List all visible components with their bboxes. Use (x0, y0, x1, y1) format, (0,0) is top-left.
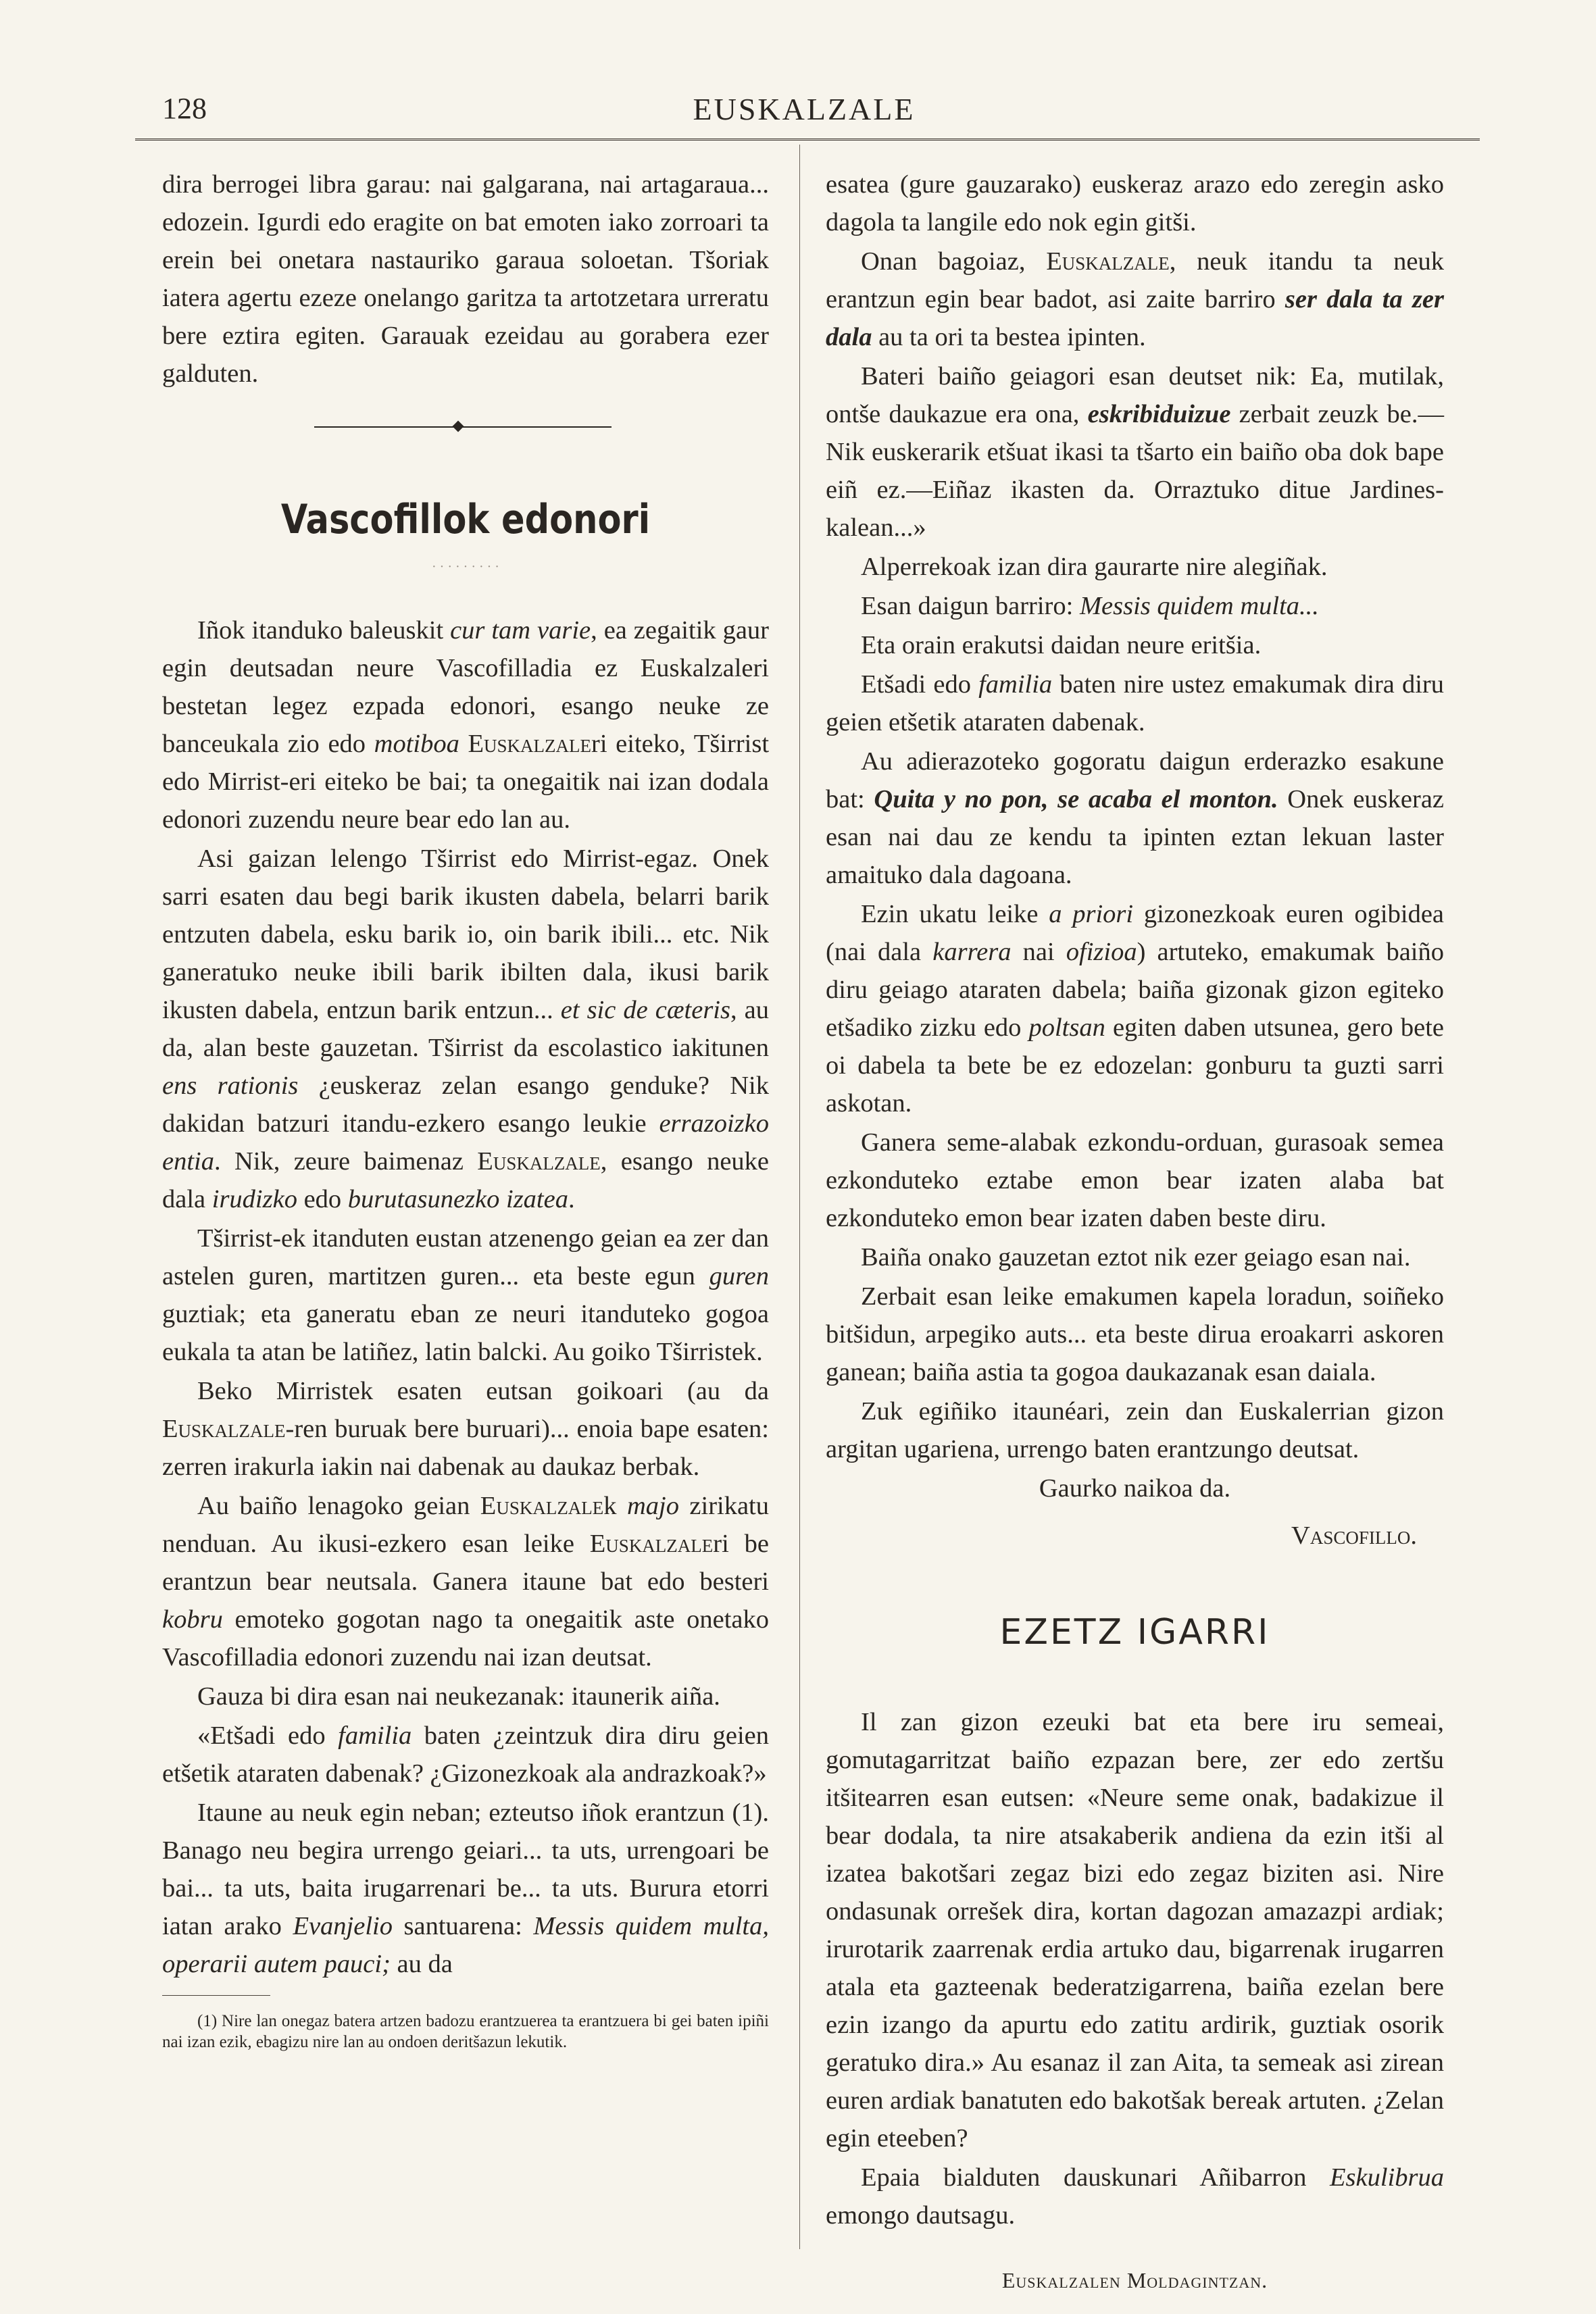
italic-phrase: irudizko (211, 1185, 297, 1213)
italic-phrase: burutasunezko izatea (347, 1185, 568, 1213)
footnote: (1) Nire lan onegaz batera artzen badozu erantzuerea ta erantzuera bi gei baten ipiñi nai izan ezik, ebagizu nire lan au ondoen deritšazun lekutik. (162, 2012, 769, 2051)
bold-italic-phrase: eskribiduizue (1087, 400, 1231, 428)
italic-phrase: errazoizko entia (162, 1109, 769, 1176)
page-number: 128 (162, 92, 207, 125)
title-underline-dots: · · · · · · · · · (432, 559, 499, 574)
small-caps-name: Euskalzale (480, 1492, 604, 1520)
paragraph: Etšadi edo familia baten nire ustez emakumak dira diru geien etšetik ataraten dabenak. (826, 670, 1444, 736)
column-divider (799, 145, 800, 2249)
riddle-title: EZETZ IGARRI (999, 1612, 1270, 1653)
italic-phrase: Messis quidem multa, operarii autem pauci; (162, 1912, 769, 1978)
closing-line: Gaurko naikoa da. (1039, 1474, 1231, 1503)
journal-title: EUSKALZALE (693, 92, 916, 126)
paragraph: Au adierazoteko gogoratu daigun erderazko esakune bat: Quita y no pon, se acaba el monton. Onek euskeraz esan nai dau ze kendu ta ipinten eztan lekuan laster amaituko dala dagoana. (826, 747, 1444, 889)
author-signature: Vascofillo. (1291, 1521, 1417, 1550)
paragraph: Ganera seme-alabak ezkondu-orduan, gurasoak semea ezkonduteko eztabe emon bear izaten alaba bat ezkonduteko emon bear izaten daben beste diru. (826, 1128, 1444, 1232)
paragraph: Alperrekoak izan dira gaurarte nire alegiñak. (861, 553, 1328, 581)
paragraph: Bateri baiño geiagori esan deutset nik: Ea, mutilak, ontše daukazue era ona, eskribiduizue zerbait zeuzk be.—Nik euskerarik etšuat ikasi ta tšarto ein baiño oba dok bape eiñ ez.—Eiñaz ikasten da. Orraztuko ditue Jardines-kalean...» (826, 362, 1444, 542)
italic-phrase: ofizioa (1066, 938, 1137, 966)
paragraph: Asi gaizan lelengo Tširrist edo Mirrist-egaz. Onek sarri esaten dau begi barik ikusten dabela, belarri barik entzuten dabela, esku barik io, oin barik ibili... etc. Nik ganeratuko neuke ibili barik ibilten dala, ikusi barik ikusten dabela, entzun barik entzun... et sic de cæteris, au da, alan beste gauzetan. Tširrist da escolastico iakitunen ens rationis ¿euskeraz zelan esango genduke? Nik dakidan batzuri itandu-ezkero esango leukie errazoizko entia. Nik, zeure baimenaz Euskalzale, esango neuke dala irudizko edo burutasunezko izatea. (162, 845, 769, 1213)
section-ornament (162, 393, 769, 480)
italic-phrase: poltsan (1028, 1013, 1105, 1042)
paragraph: Esan daigun barriro: Messis quidem multa... (861, 592, 1319, 620)
intro-paragraph: dira berrogei libra garau: nai galgarana, nai artagaraua... edozein. Igurdi edo eragite on bat emoten iako zorroari ta erein bei onetara nastauriko garaua soloetan. Tšoriak iatera agertu ezeze onelango garitza ta artotzetara urreratu bere eztira egiten. Garauak ezeidau au gorabera ezer galduten. (162, 170, 769, 388)
italic-phrase: majo (626, 1492, 679, 1520)
italic-phrase: guren (709, 1262, 769, 1290)
paragraph: esatea (gure gauzarako) euskeraz arazo edo zeregin asko dagola ta langile edo nok egin gitši. (826, 170, 1444, 236)
paragraph: Iñok itanduko baleuskit cur tam varie, ea zegaitik gaur egin deutsadan neure Vascofilladia ez Euskalzaleri bestetan legez ezpada edonori, esango neuke ze banceukala zio edo motiboa Euskalzaleri eiteko, Tširrist edo Mirrist-eri eiteko be bai; ta onegaitik nai izan dodala edonori zuzendu neure bear edo lan au. (162, 616, 770, 834)
italic-phrase: Messis quidem multa... (1079, 592, 1319, 620)
bold-italic-phrase: ser dala ta zer dala (826, 285, 1445, 351)
italic-phrase: karrera (932, 938, 1012, 966)
bold-italic-phrase: Quita y no pon, se acaba el monton. (874, 785, 1278, 813)
paragraph: Beko Mirristek esaten eutsan goikoari (au da Euskalzale-ren buruak bere buruari)... enoia bape esaten: zerren irakurla iakin nai dabenak au daukaz berbak. (162, 1377, 769, 1481)
publisher-signature: Euskalzalen Moldagintzan. (1001, 2268, 1268, 2292)
header-rule (135, 139, 1480, 141)
italic-phrase: Eskulibrua (1330, 2163, 1444, 2192)
italic-phrase: cur tam varie (450, 616, 591, 645)
small-caps-name: Euskalzale (589, 1530, 714, 1558)
footnote-rule (162, 1995, 270, 1996)
italic-phrase: a priori (1049, 900, 1134, 928)
right-column (826, 166, 1444, 2299)
paragraph: Tširrist-ek itanduten eustan atzenengo geian ea zer dan astelen guren, martitzen guren... eta beste egun guren guztiak; eta ganeratu eban ze neuri itanduteko gogoa eukala ta atan be latiñez, latin balcki. Au goiko Tširristek. (162, 1224, 769, 1366)
paragraph: Zuk egiñiko itaunéari, zein dan Euskalerrian gizon argitan ugariena, urrengo baten erantzungo deutsat. (826, 1397, 1444, 1463)
paragraph: Gauza bi dira esan nai neukezanak: itaunerik aiña. (197, 1682, 720, 1711)
italic-phrase: familia (338, 1721, 412, 1750)
paragraph: Baiña onako gauzetan eztot nik ezer geiago esan nai. (861, 1243, 1411, 1272)
running-head (135, 91, 1473, 132)
small-caps-name: Euskalzale (468, 730, 592, 758)
paragraph: Zerbait esan leike emakumen kapela loradun, soiñeko bitšidun, arpegiko auts... eta beste dirua eroakarri askoren ganean; baiña astia ta gogoa daukazanak esan daiala. (826, 1282, 1444, 1386)
paragraph: Ezin ukatu leike a priori gizonezkoak euren ogibidea (nai dala karrera nai ofizioa) artuteko, emakumak baiño diru geiago ataraten dabela; baiña gizonak gizon egiteko etšadiko zizku edo poltsan egiten daben utsunea, gero bete oi dabela ta bete be ez edozelan: gonburu ta guzti sarri askotan. (826, 900, 1444, 1117)
small-caps-name: Euskalzale (477, 1147, 601, 1176)
article-title: Vascofillok edonori (280, 496, 651, 543)
italic-phrase: et sic de cæteris (560, 996, 730, 1024)
paragraph: «Etšadi edo familia baten ¿zeintzuk dira diru geien etšetik ataraten dabenak? ¿Gizonezkoak ala andrazkoak?» (162, 1721, 769, 1788)
paragraph: Epaia bialduten dauskunari Añibarron Eskulibrua emongo dautsagu. (826, 2163, 1444, 2230)
paragraph: Itaune au neuk egin neban; ezteutso iñok erantzun (1). Banago neu begira urrengo geiari... ta uts, urrengoari be bai... ta uts, baita irugarrenari be... ta uts. Burura etorri iatan arako Evanjelio santuarena: Messis quidem multa, operarii autem pauci; au da (162, 1799, 769, 1978)
italic-phrase: motiboa (374, 730, 459, 758)
left-column (162, 166, 769, 2053)
italic-phrase: ens rationis (162, 1072, 299, 1100)
small-caps-name: Euskalzale (1046, 247, 1170, 276)
italic-phrase: kobru (162, 1605, 223, 1634)
italic-phrase: familia (978, 670, 1053, 699)
italic-phrase: Evanjelio (293, 1912, 393, 1940)
paragraph: Onan bagoiaz, Euskalzale, neuk itandu ta neuk erantzun egin bear badot, asi zaite barriro ser dala ta zer dala au ta ori ta bestea ipinten. (826, 247, 1445, 351)
small-caps-name: Euskalzale (162, 1415, 286, 1443)
paragraph: Au baiño lenagoko geian Euskalzalek majo zirikatu nenduan. Au ikusi-ezkero esan leike Euskalzaleri be erantzun bear neutsala. Ganera itaune bat edo besteri kobru emoteko gogotan nago ta onegaitik aste onetako Vascofilladia edonori zuzendu nai izan deutsat. (162, 1492, 769, 1671)
paragraph: Eta orain erakutsi daidan neure eritšia. (861, 631, 1262, 659)
paragraph: Il zan gizon ezeuki bat eta bere iru semeai, gomutagarritzat baiño ezpazan bere, zer edo zertšu itšitearren esan eutsen: «Neure seme onak, badakizue il bear dodala, ta nire atsakaberik andiena da ezin itši al izatea bakotšari zegaz bizi edo zegaz biziten asi. Nire ondasunak orrešek dira, kortan dagozan amazazpi ardiak; irurotarik zaarrenak erdia artuko dau, bigarrenak irugarren atala eta gazteenak bederatzigarrena, baiña ezelan bere ezin izango da apurtu edo zatitu ardirik, guztiak osorik geratuko dira.» Au esanaz il zan Aita, ta semeak asi zirean euren ardiak banatuten edo bakotšak bereak artuten. ¿Zelan egin eteeben? (826, 1708, 1444, 2153)
